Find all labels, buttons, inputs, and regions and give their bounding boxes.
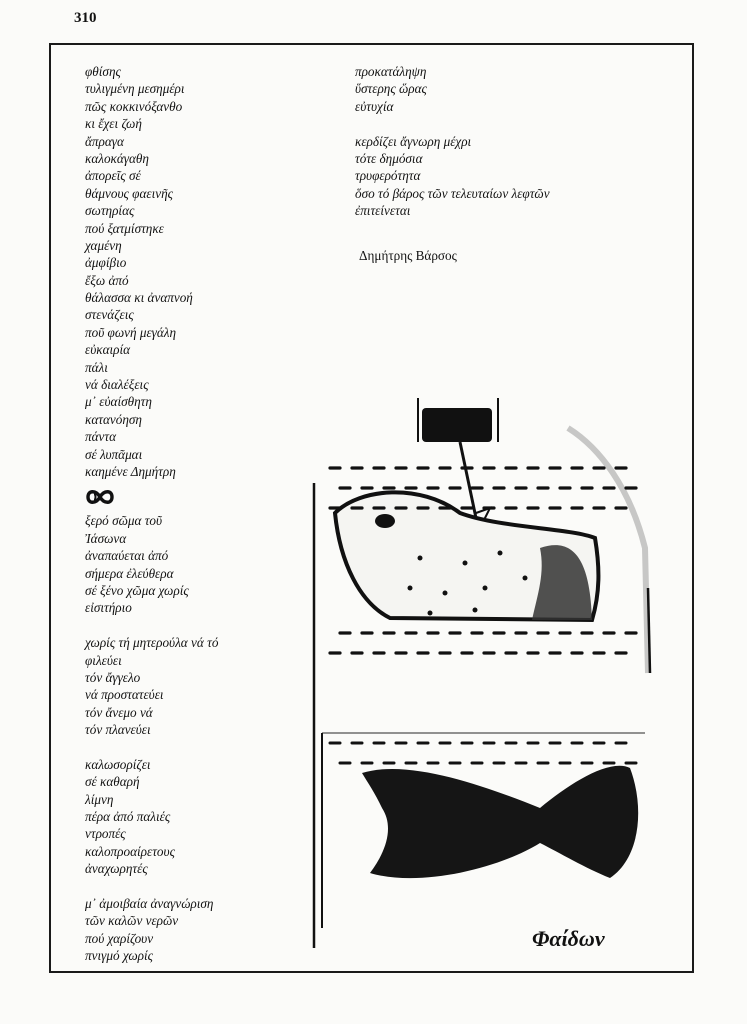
- poem-line: κερδίζει ἄγνωρη μέχρι: [355, 133, 472, 149]
- poem-line: μ᾿ ἀμοιβαία ἀναγνώριση: [85, 895, 214, 911]
- ink-drawing-illustration: [300, 388, 660, 958]
- poem-left-column: [85, 63, 218, 965]
- poem-line: τότε δημόσια: [355, 150, 423, 166]
- stanza-break: [85, 738, 218, 755]
- poem-line: ἀναπαύεται ἀπό: [85, 548, 169, 564]
- poem-line: νά προστατεύει: [85, 687, 164, 703]
- poem-stanza-right: [355, 63, 550, 220]
- poem-line: ὅσο τό βάρος τῶν τελευταίων λεφτῶν: [355, 185, 550, 201]
- poem-line: τόν ἄγγελο: [85, 669, 141, 685]
- poem-line: ἐπιτείνεται: [355, 203, 411, 219]
- poem-line: πάλι: [85, 359, 108, 375]
- poem-line: καλοπροαίρετους: [85, 843, 175, 859]
- poem-line: καλοκάγαθη: [85, 150, 149, 166]
- poem-line: θάμνους φαεινῆς: [85, 185, 173, 201]
- drawing-signature: Φαίδων: [532, 926, 605, 951]
- poem-line: σέ ξένο χῶμα χωρίς: [85, 582, 189, 598]
- poem-line: νά διαλέξεις: [85, 377, 149, 393]
- poem-line: τυλιγμένη μεσημέρι: [85, 81, 185, 97]
- poem-line: ἀμφίβιο: [85, 255, 127, 271]
- poem-line: λίμνη: [85, 791, 114, 807]
- poem-line: πάντα: [85, 429, 117, 445]
- poem-line: ξερό σῶμα τοῦ: [85, 513, 163, 529]
- poem-line: καλωσορίζει: [85, 756, 151, 772]
- poem-line: πέρα ἀπό παλιές: [85, 809, 171, 825]
- poem-line: εἰσιτήριο: [85, 600, 132, 616]
- poem-line: στενάζεις: [85, 307, 134, 323]
- poem-line: ἀναχωρητές: [85, 861, 148, 877]
- poem-stanza-one: [85, 63, 218, 480]
- poem-line: θάλασσα κι ἀναπνοή: [85, 290, 193, 306]
- poem-line: σήμερα ἐλεύθερα: [85, 565, 174, 581]
- poem-line: πῶς κοκκινόξανθο: [85, 98, 183, 114]
- poem-line: σέ λυπᾶμαι: [85, 446, 143, 462]
- poem-line: τῶν καλῶν νερῶν: [85, 913, 179, 929]
- ornament-icon: [85, 486, 115, 508]
- poem-line: εὐτυχία: [355, 98, 394, 114]
- poem-line: τόν ἄνεμο νά: [85, 704, 153, 720]
- poem-line: σέ καθαρή: [85, 774, 140, 790]
- poem-line: προκατάληψη: [355, 64, 427, 79]
- poem-line: τόν πλανεύει: [85, 722, 151, 738]
- page-number: 310: [74, 10, 97, 26]
- poem-line: χαμένη: [85, 237, 122, 253]
- stanza-break: [355, 115, 550, 132]
- poem-line: φιλεύει: [85, 652, 122, 668]
- poem-line: πού χαρίζουν: [85, 930, 154, 946]
- poem-line: Ἰάσωνα: [85, 530, 127, 546]
- poem-line: χωρίς τή μητερούλα νά τό: [85, 635, 219, 651]
- poem-line: καημένε Δημήτρη: [85, 463, 176, 479]
- poem-line: σωτηρίας: [85, 203, 135, 219]
- poem-line: ἄπραγα: [85, 133, 124, 149]
- author-name: Δημήτρης Βάρσος: [359, 248, 457, 263]
- poem-line: μ᾿ εὐαίσθητη: [85, 394, 152, 410]
- stanza-break: [85, 617, 218, 634]
- poem-right-column: [355, 63, 550, 220]
- poem-stanza-two: [85, 512, 218, 964]
- poem-line: πνιγμό χωρίς: [85, 948, 154, 964]
- poem-line: πού ξατμίστηκε: [85, 220, 164, 236]
- poem-line: ἀπορεῖς σέ: [85, 168, 141, 184]
- poem-line: ποῦ φωνή μεγάλη: [85, 324, 177, 340]
- poem-line: κι ἔχει ζωή: [85, 116, 142, 132]
- poem-line: ντροπές: [85, 826, 126, 842]
- poem-line: εὐκαιρία: [85, 342, 131, 358]
- poem-line: τρυφερότητα: [355, 168, 421, 184]
- poem-line: φθίσης: [85, 64, 121, 79]
- poem-line: κατανόηση: [85, 411, 142, 427]
- poem-line: ὕστερης ὥρας: [355, 81, 427, 97]
- stanza-break: [85, 878, 218, 895]
- poem-line: ἔξω ἀπό: [85, 272, 129, 288]
